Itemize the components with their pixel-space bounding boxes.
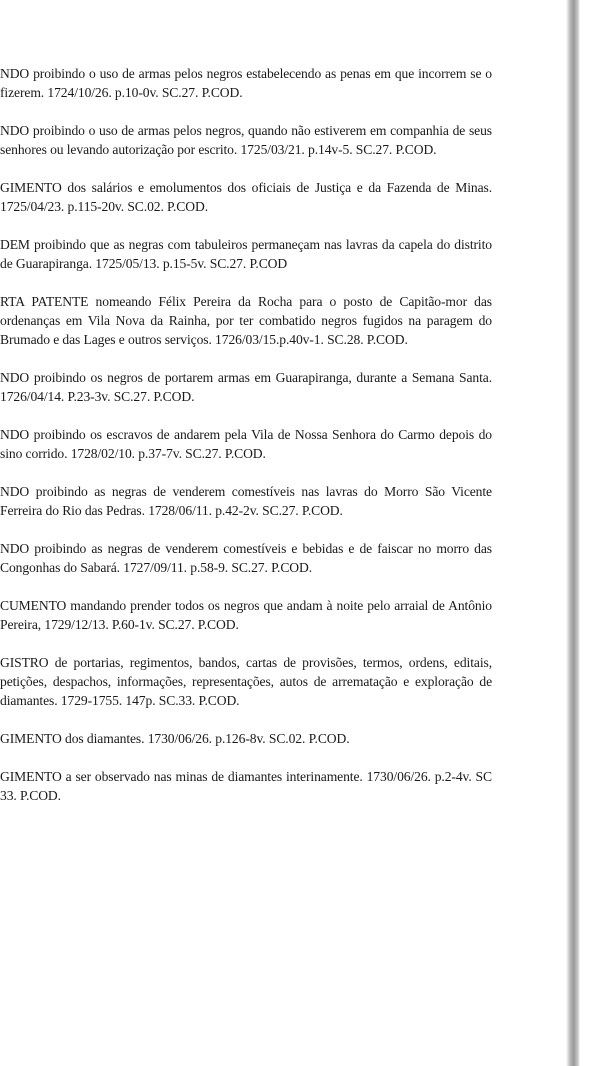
catalog-entry: GIMENTO dos diamantes. 1730/06/26. p.126-8v. SC.02. P.COD.: [0, 731, 350, 746]
catalog-entry: GISTRO de portarias, regimentos, bandos, cartas de provisões, termos, ordens, editais, petições, despachos, informações, representações, autos de arrematação e exploração de diamantes. 1729-1755. 147p. SC.33. P.COD.: [0, 655, 492, 708]
catalog-entry: GIMENTO a ser observado nas minas de diamantes interinamente. 1730/06/26. p.2-4v. SC 33. P.COD.: [0, 769, 492, 803]
catalog-entry: NDO proibindo as negras de venderem comestíveis nas lavras do Morro São Vicente Ferreira do Rio das Pedras. 1728/06/11. p.42-2v. SC.27. P.COD.: [0, 484, 492, 518]
catalog-entry: NDO proibindo as negras de venderem comestíveis e bebidas e de faiscar no morro das Congonhas do Sabará. 1727/09/11. p.58-9. SC.27. P.COD.: [0, 541, 492, 575]
catalog-entry: RTA PATENTE nomeando Félix Pereira da Rocha para o posto de Capitão-mor das ordenanças em Vila Nova da Rainha, por ter combatido negros fugidos na paragem do Brumado e das Lages e outros serviços. 1726/03/15.p.40v-1. SC.28. P.COD.: [0, 294, 492, 347]
catalog-entry: NDO proibindo os escravos de andarem pela Vila de Nossa Senhora do Carmo depois do sino corrido. 1728/02/10. p.37-7v. SC.27. P.COD.: [0, 427, 492, 461]
catalog-entry: DEM proibindo que as negras com tabuleiros permaneçam nas lavras da capela do distrito de Guarapiranga. 1725/05/13. p.15-5v. SC.27. P.COD: [0, 237, 492, 271]
catalog-entry: CUMENTO mandando prender todos os negros que andam à noite pelo arraial de Antônio Pereira, 1729/12/13. P.60-1v. SC.27. P.COD.: [0, 598, 492, 632]
catalog-entry: NDO proibindo o uso de armas pelos negros, quando não estiverem em companhia de seus senhores ou levando autorização por escrito. 1725/03/21. p.14v-5. SC.27. P.COD.: [0, 123, 492, 157]
catalog-entry: NDO proibindo os negros de portarem armas em Guarapiranga, durante a Semana Santa. 1726/04/14. P.23-3v. SC.27. P.COD.: [0, 370, 492, 404]
catalog-entry: NDO proibindo o uso de armas pelos negros estabelecendo as penas em que incorrem se o fizerem. 1724/10/26. p.10-0v. SC.27. P.COD.: [0, 66, 492, 100]
catalog-entry: GIMENTO dos salários e emolumentos dos oficiais de Justiça e da Fazenda de Minas. 1725/04/23. p.115-20v. SC.02. P.COD.: [0, 180, 492, 214]
page-binding-shadow: [566, 0, 580, 1066]
catalog-entry-list: [0, 64, 492, 824]
